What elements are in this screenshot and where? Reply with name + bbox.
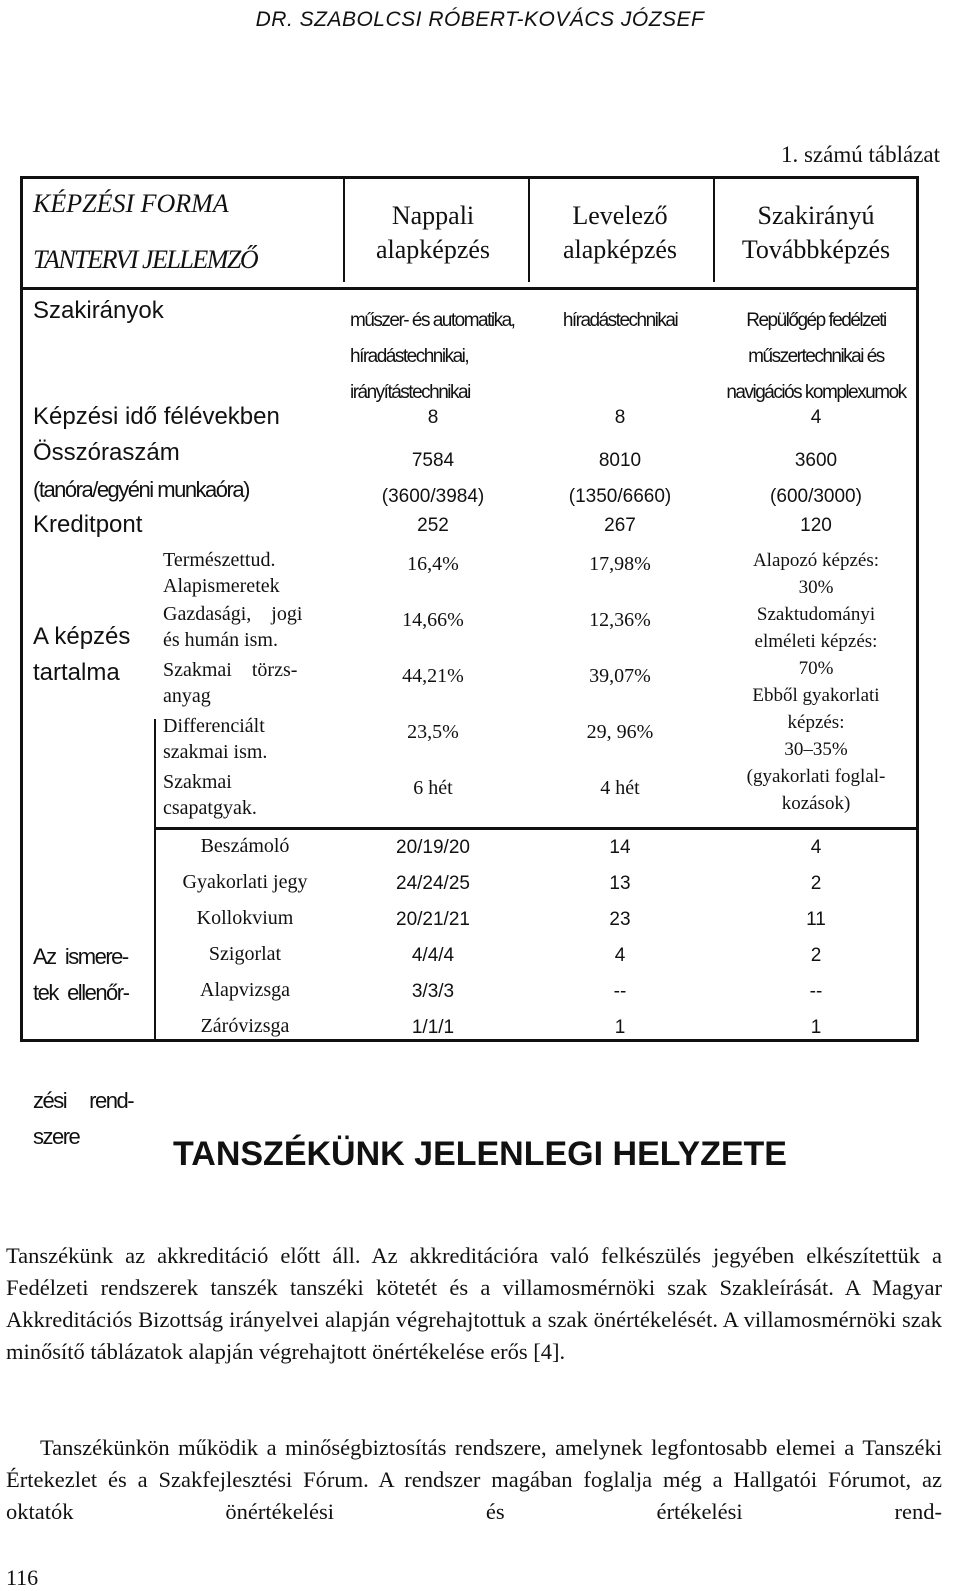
row-label-ellenorzes: Az ismere- tek ellenőr- zési rend- szere [33, 944, 134, 1149]
szakiranyok-nappali: műszer- és automatika, híradástechnikai, irányítástechnikai [350, 310, 515, 403]
szakiranyok-szakiranyu: Repülőgép fedélzeti műszertechnikai és navigációs komplexumok [726, 310, 906, 403]
tartalom-sub-4: Differenciált szakmai ism. [163, 715, 268, 763]
row-label-kepzesi-ido: Képzési idő félévekben [33, 403, 280, 430]
exam-levelezo-5: -- [613, 981, 627, 1002]
curriculum-table [20, 176, 919, 1149]
row-label-osszoraszam: Összóraszám [33, 439, 180, 466]
tartalom-sub-1: Természettud. Alapismeretek [163, 549, 280, 597]
exam-szakiranyu-2: 2 [810, 873, 822, 894]
section-title: TANSZÉKÜNK JELENLEGI HELYZETE [173, 1135, 787, 1173]
column-header-szakiranyu: Szakirányú Továbbképzés [741, 201, 891, 264]
tartalom-nappali-5: 6 hét [413, 777, 453, 799]
exam-szakiranyu-6: 1 [810, 1017, 822, 1038]
col1-header-rule [343, 179, 345, 282]
page-number: 116 [6, 1565, 39, 1590]
exam-szakiranyu-3: 11 [806, 909, 826, 930]
table-caption: 1. számú táblázat [780, 142, 940, 167]
row-label-kreditpont: Kreditpont [33, 511, 143, 538]
tartalom-nappali-3: 44,21% [402, 665, 464, 687]
tartalom-nappali-4: 23,5% [407, 721, 459, 743]
exam-levelezo-1: 14 [609, 837, 631, 858]
tartalom-nappali-1: 16,4% [407, 553, 459, 575]
column-header-levelezo: Levelező alapképzés [562, 201, 678, 264]
corner-label-2: TANTERVI JELLEMZŐ [33, 245, 258, 274]
tartalom-levelezo-5: 4 hét [600, 777, 640, 799]
kreditpont-nappali: 252 [417, 515, 449, 536]
kreditpont-szakiranyu: 120 [800, 515, 832, 536]
label-column-rule [154, 719, 156, 1039]
kepzesi-ido-levelezo: 8 [614, 407, 626, 428]
tartalom-sub-2: Gazdasági, jogi és humán ism. [163, 603, 303, 651]
exam-levelezo-6: 1 [614, 1017, 626, 1038]
exam-nappali-5: 3/3/3 [411, 981, 455, 1002]
exam-nappali-2: 24/24/25 [396, 873, 470, 894]
row-label-osszoraszam-sub: (tanóra/egyéni munkaóra) [33, 477, 249, 502]
exam-name-4: Szigorlat [208, 943, 282, 965]
kreditpont-levelezo: 267 [604, 515, 636, 536]
content-rule [154, 827, 916, 830]
exam-nappali-6: 1/1/1 [411, 1017, 455, 1038]
exam-nappali-1: 20/19/20 [396, 837, 470, 858]
tartalom-sub-5: Szakmai csapatgyak. [163, 771, 257, 819]
exam-szakiranyu-5: -- [809, 981, 823, 1002]
exam-name-3: Kollokvium [196, 907, 294, 929]
col3-header-rule [713, 179, 715, 282]
exam-szakiranyu-1: 4 [810, 837, 822, 858]
tartalom-levelezo-3: 39,07% [589, 665, 651, 687]
exam-name-6: Záróvizsga [200, 1015, 290, 1037]
exam-szakiranyu-4: 2 [810, 945, 822, 966]
running-header: DR. SZABOLCSI RÓBERT-KOVÁCS JÓZSEF [255, 8, 705, 31]
row-label-szakiranyok: Szakirányok [33, 297, 164, 324]
exam-name-5: Alapvizsga [200, 979, 290, 1001]
exam-nappali-3: 20/21/21 [396, 909, 470, 930]
exam-name-2: Gyakorlati jegy [182, 871, 308, 893]
kepzesi-ido-nappali: 8 [427, 407, 439, 428]
exam-levelezo-4: 4 [614, 945, 626, 966]
exam-nappali-4: 4/4/4 [411, 945, 455, 966]
tartalom-szakiranyu: Alapozó képzés: 30% Szaktudományi elméleti képzés: 70% Ebből gyakorlati képzés: 30–35% (gyakorlati foglal- kozások) [746, 550, 886, 814]
paragraph-2: Tanszékünkön működik a minőségbiztosítás rendszere, amelynek legfontosabb elemei a Tanszéki Értekezlet és a Szakfejlesztési Fórum. A rendszer magában foglalja még a Hallgatói Fórumot, az oktatók önértékelési és értékelési rend- [6, 1435, 942, 1524]
tartalom-levelezo-2: 12,36% [589, 609, 651, 631]
exam-levelezo-2: 13 [609, 873, 631, 894]
exam-name-1: Beszámoló [200, 835, 290, 857]
col2-header-rule [528, 179, 530, 282]
tartalom-levelezo-4: 29, 96% [586, 721, 654, 743]
paragraph-1: Tanszékünk az akkreditáció előtt áll. Az akkreditációra való felkészülés jegyében elkészítettük a Fedélzeti rendszerek tanszék tanszéki kötetét és a villamosmérnöki szak Szakleírását. A Magyar Akkreditációs Bizottság irányelvei alapján végrehajtottuk a szak önértékelését. A villamosmérnöki szak minősítő táblázatok alapján végrehajtott önértékelése erős [4]. [6, 1243, 942, 1364]
osszoraszam-szakiranyu: 3600 (600/3000) [770, 450, 862, 507]
tartalom-sub-3: Szakmai törzs- anyag [163, 659, 298, 707]
exam-levelezo-3: 23 [609, 909, 631, 930]
header-rule [23, 287, 916, 290]
tartalom-nappali-2: 14,66% [402, 609, 464, 631]
szakiranyok-levelezo: híradástechnikai [562, 310, 678, 331]
corner-label-1: KÉPZÉSI FORMA [33, 189, 229, 218]
osszoraszam-nappali: 7584 (3600/3984) [381, 450, 485, 507]
tartalom-levelezo-1: 17,98% [589, 553, 651, 575]
kepzesi-ido-szakiranyu: 4 [810, 407, 822, 428]
osszoraszam-levelezo: 8010 (1350/6660) [568, 450, 672, 507]
column-header-nappali: Nappali alapképzés [375, 201, 491, 264]
row-label-tartalom: A képzés tartalma [33, 623, 131, 686]
